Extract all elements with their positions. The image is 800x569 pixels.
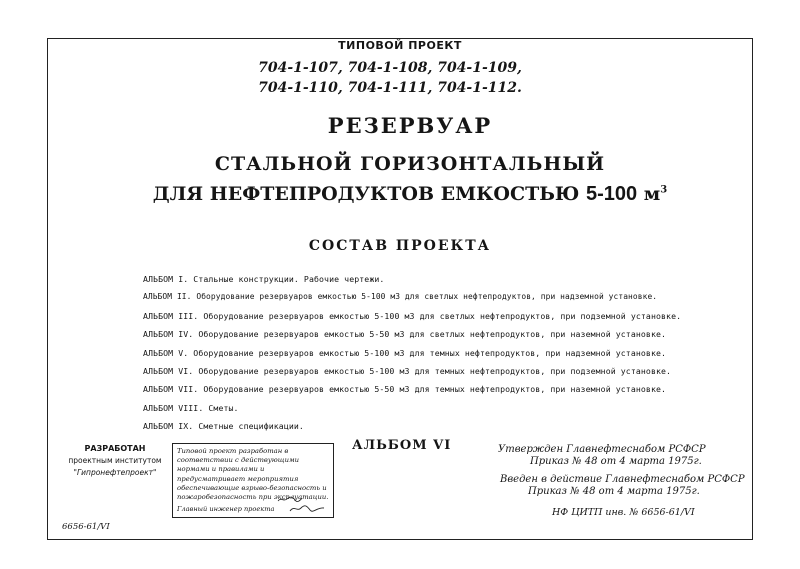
album-item: АЛЬБОМ IX. Сметные спецификации.	[143, 421, 304, 432]
signature-icon	[277, 496, 303, 503]
approval-line2: Приказ № 48 от 4 марта 1975г.	[530, 456, 702, 467]
album-number: АЛЬБОМ VI	[352, 438, 452, 453]
document-subtitle-line1: СТАЛЬНОЙ ГОРИЗОНТАЛЬНЫЙ	[214, 153, 606, 175]
compliance-stamp	[172, 443, 334, 518]
signature-icon	[289, 504, 325, 513]
album-item: АЛЬБОМ VI. Оборудование резервуаров емкостью 5-100 м3 для темных нефтепродуктов, при подземной установке.	[143, 365, 672, 376]
album-item: АЛЬБОМ V. Оборудование резервуаров емкостью 5-100 м3 для темных нефтепродуктов, при надземной установке.	[143, 347, 667, 358]
document-title: РЕЗЕРВУАР	[327, 113, 493, 138]
subtitle-text: ДЛЯ НЕФТЕПРОДУКТОВ ЕМКОСТЬЮ	[152, 183, 580, 205]
volume-unit: м	[643, 183, 661, 205]
album-item: АЛЬБОМ II. Оборудование резервуаров емкостью 5-100 м3 для светлых нефтепродуктов, при надземной установке.	[143, 292, 658, 302]
project-codes-line2: 704-1-110, 704-1-111, 704-1-112.	[258, 80, 522, 96]
approval-line3: Введен в действие Главнефтеснабом РСФСР	[500, 474, 745, 485]
project-type-label: ТИПОВОЙ ПРОЕКТ	[338, 39, 462, 52]
inventory-number: НФ ЦИТП инв. № 6656-61/VI	[552, 507, 695, 518]
album-item: АЛЬБОМ VIII. Сметы.	[143, 402, 239, 413]
album-item: АЛЬБОМ VII. Оборудование резервуаров емкостью 5-50 м3 для темных нефтепродуктов, при наземной установке.	[143, 384, 667, 395]
corner-code: 6656-61/VI	[62, 522, 110, 532]
album-item: АЛЬБОМ IV. Оборудование резервуаров емкостью 5-50 м3 для светлых нефтепродуктов, при наземной установке.	[143, 329, 667, 340]
developer-institute-line: проектным институтом	[68, 456, 162, 465]
album-list	[143, 270, 681, 436]
project-codes-line1: 704-1-107, 704-1-108, 704-1-109,	[258, 60, 522, 76]
composition-heading: СОСТАВ ПРОЕКТА	[308, 238, 492, 254]
album-item: АЛЬБОМ III. Оборудование резервуаров емкостью 5-100 м3 для светлых нефтепродуктов, при подземной установке.	[143, 310, 682, 321]
developer-institute-name: "Гипронефтепроект"	[73, 468, 157, 477]
approval-line1: Утвержден Главнефтеснабом РСФСР	[498, 444, 706, 455]
document-subtitle-line2	[10, 183, 800, 206]
chief-engineer-label: Главный инженер проекта	[177, 505, 275, 513]
album-item: АЛЬБОМ I. Стальные конструкции. Рабочие чертежи.	[143, 274, 385, 284]
volume-unit-power: 3	[660, 184, 668, 196]
approval-line4: Приказ № 48 от 4 марта 1975г.	[528, 486, 700, 497]
stamp-text: Типовой проект разработан в соответствии с действующими нормами и правилами и предусматривает мероприятия обеспечивающие взрыво-безопасность и пожаробезопасность при эксплуатации.	[177, 447, 329, 502]
volume-value: 5-100	[586, 183, 638, 205]
developer-label: РАЗРАБОТАН	[84, 444, 146, 453]
